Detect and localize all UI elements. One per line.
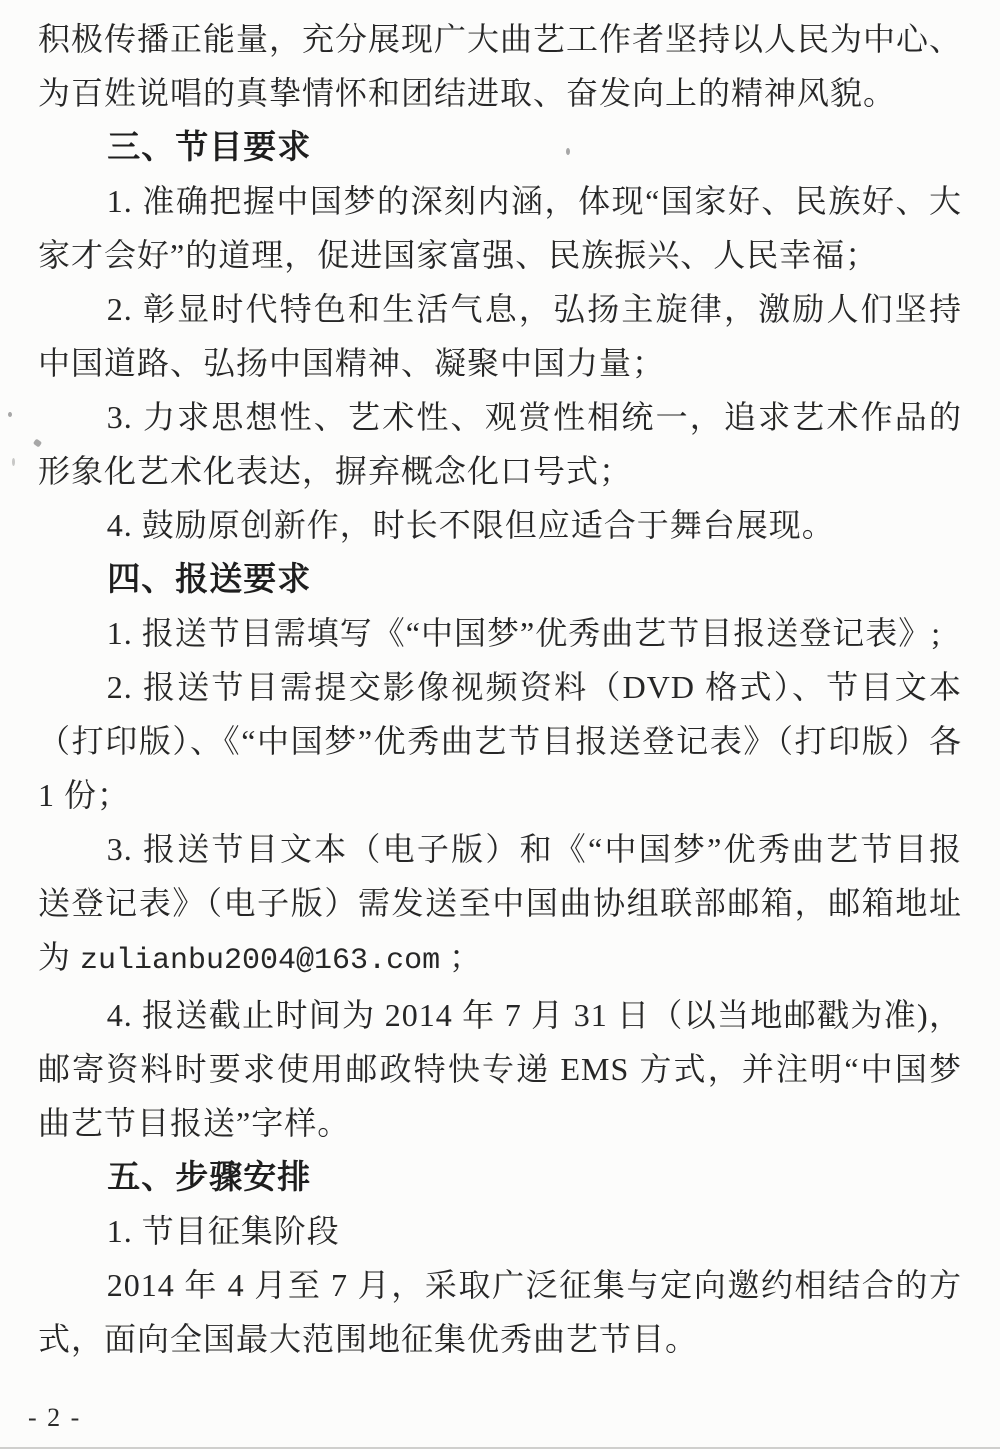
- section-heading-submission-requirements: 四、报送要求: [107, 560, 312, 597]
- section-heading-program-requirements: 三、节目要求: [107, 128, 312, 165]
- section-heading-schedule: 五、步骤安排: [107, 1158, 312, 1195]
- list-item-submission-4: 4. 报送截止时间为 2014 年 7 月 31 日（以当地邮戳为准)，邮寄资料时要求使用邮政特快专递 EMS 方式，并注明“中国梦曲艺节目报送”字样。: [38, 997, 962, 1141]
- list-item-requirement-2: 2. 彰显时代特色和生活气息，弘扬主旋律，激励人们坚持中国道路、弘扬中国精神、凝聚中国力量；: [38, 291, 962, 381]
- list-item-submission-3: [38, 822, 962, 988]
- document-body: [38, 12, 962, 1366]
- list-item-schedule-1: 1. 节目征集阶段: [106, 1213, 340, 1249]
- scan-speck: [566, 148, 570, 155]
- list-item-requirement-3: 3. 力求思想性、艺术性、观赏性相统一，追求艺术作品的形象化艺术化表达，摒弃概念化口号式；: [38, 399, 962, 489]
- paragraph-continuation: 积极传播正能量，充分展现广大曲艺工作者坚持以人民为中心、为百姓说唱的真挚情怀和团结进取、奋发向上的精神风貌。: [38, 21, 963, 111]
- submission-3-text: 3. 报送节目文本（电子版）和《“中国梦”优秀曲艺节目报送登记表》（电子版）需发送至中国曲协组联部邮箱，邮箱地址为: [38, 831, 962, 975]
- page-number: - 2 -: [28, 1403, 82, 1432]
- submission-3-text-end: ；: [440, 939, 483, 975]
- email-address: zulianbu2004@163.com: [80, 944, 441, 978]
- list-item-requirement-4: 4. 鼓励原创新作，时长不限但应适合于舞台展现。: [106, 507, 835, 543]
- list-item-requirement-1: 1. 准确把握中国梦的深刻内涵，体现“国家好、民族好、大家才会好”的道理，促进国家富强、民族振兴、人民幸福；: [38, 183, 962, 273]
- scan-speck: [8, 412, 12, 417]
- paragraph-schedule-detail: 2014 年 4 月至 7 月，采取广泛征集与定向邀约相结合的方式，面向全国最大范围地征集优秀曲艺节目。: [38, 1267, 962, 1357]
- scan-speck: [12, 458, 15, 466]
- list-item-submission-1: 1. 报送节目需填写《“中国梦”优秀曲艺节目报送登记表》;: [106, 615, 942, 651]
- list-item-submission-2: 2. 报送节目需提交影像视频资料（DVD 格式）、节目文本（打印版）、《“中国梦”优秀曲艺节目报送登记表》（打印版）各 1 份；: [38, 669, 962, 813]
